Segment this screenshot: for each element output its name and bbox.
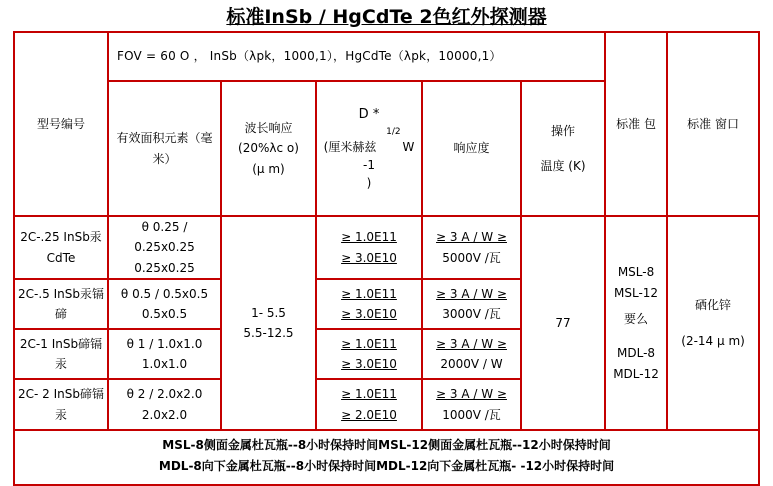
resp-value-2: 2000V / W <box>440 357 503 372</box>
header-wavelength <box>221 81 316 216</box>
dstar-close: ) <box>366 176 372 191</box>
window-range: (2-14 μ m) <box>681 334 745 349</box>
fov-row: FOV = 60 O ， InSb（λpk，1000,1），HgCdTe（λpk，10000,1） <box>108 32 605 81</box>
dstar-neg1: -1 <box>363 158 375 173</box>
footer-line-1: MSL-8侧面金属杜瓦瓶--8小时保持时间MSL-12侧面金属杜瓦瓶--12小时保持时间 <box>162 438 611 453</box>
page-title: 标准InSb / HgCdTe 2色红外探测器 <box>226 6 547 28</box>
row-dstar <box>316 329 422 379</box>
wavelength-line-1: 波长响应 <box>244 120 293 135</box>
row-model: 2C-1 InSb碲镉汞 <box>14 329 108 379</box>
header-op-temp <box>521 81 605 216</box>
dstar-w: W <box>402 140 415 155</box>
row-model: 2C-.25 InSb汞CdTe <box>14 216 108 279</box>
dstar-value-1: ≥ 1.0E11 <box>341 286 397 301</box>
op-temp-value: 77 <box>521 216 605 430</box>
resp-value-2: 1000V /瓦 <box>442 407 501 422</box>
area-line-1: θ 0.5 / 0.5x0.5 <box>120 286 209 301</box>
header-responsivity: 响应度 <box>422 81 521 216</box>
header-dstar <box>316 81 422 216</box>
window-material: 硒化锌 <box>695 297 732 312</box>
dstar-value-2: ≥ 2.0E10 <box>341 407 397 422</box>
resp-value-2: 3000V /瓦 <box>442 307 501 322</box>
window-value <box>667 216 759 430</box>
row-area <box>108 379 221 430</box>
dstar-value-1: ≥ 1.0E11 <box>341 230 397 245</box>
area-line-1: θ 2 / 2.0x2.0 <box>126 387 203 402</box>
dstar-units: (厘米赫兹 <box>323 140 377 155</box>
footer-line-2: MDL-8向下金属杜瓦瓶--8小时保持时间MDL-12向下金属杜瓦瓶- -12小时保持时间 <box>158 458 615 473</box>
op-temp-line-2: 温度 (K) <box>540 158 586 173</box>
area-line-2: 0.5x0.5 <box>141 307 188 322</box>
package-msl8: MSL-8 <box>617 265 655 280</box>
row-responsivity <box>422 216 521 279</box>
row-dstar <box>316 216 422 279</box>
header-model: 型号编号 <box>14 32 108 216</box>
dstar-value-2: ≥ 3.0E10 <box>341 250 397 265</box>
detector-spec-table <box>13 31 760 486</box>
row-area <box>108 329 221 379</box>
wavelength-line-3: (μ m) <box>252 161 285 176</box>
area-line-1: θ 1 / 1.0x1.0 <box>126 336 203 351</box>
wavelength-value-2: 5.5-12.5 <box>243 326 294 341</box>
resp-value-1: ≥ 3 A / W ≥ <box>436 336 507 351</box>
area-line-2: 0.25x0.25 <box>134 260 195 275</box>
row-model: 2C-.5 InSb汞镉碲 <box>14 279 108 329</box>
row-responsivity <box>422 279 521 329</box>
wavelength-value-1: 1- 5.5 <box>251 305 286 320</box>
row-responsivity <box>422 329 521 379</box>
dstar-value-1: ≥ 1.0E11 <box>341 387 397 402</box>
dstar-value-2: ≥ 3.0E10 <box>341 307 397 322</box>
row-model: 2C- 2 InSb碲镉汞 <box>14 379 108 430</box>
package-values <box>605 216 667 430</box>
package-or: 要么 <box>624 311 649 326</box>
row-area <box>108 216 221 279</box>
wavelength-line-2: (20%λc o) <box>238 141 299 156</box>
footer-notes <box>14 430 759 485</box>
row-dstar <box>316 379 422 430</box>
area-line-2: 2.0x2.0 <box>141 407 188 422</box>
resp-value-1: ≥ 3 A / W ≥ <box>436 286 507 301</box>
row-dstar <box>316 279 422 329</box>
resp-value-1: ≥ 3 A / W ≥ <box>436 387 507 402</box>
row-area <box>108 279 221 329</box>
wavelength-value <box>221 216 316 430</box>
header-window: 标准 窗口 <box>667 32 759 216</box>
dstar-value-1: ≥ 1.0E11 <box>341 336 397 351</box>
area-line-1: θ 0.25 / 0.25x0.25 <box>134 220 195 255</box>
package-mdl12: MDL-12 <box>613 366 659 381</box>
dstar-label: D * <box>358 106 380 122</box>
resp-value-2: 5000V /瓦 <box>442 250 501 265</box>
header-package: 标准 包 <box>605 32 667 216</box>
op-temp-line-1: 操作 <box>551 124 576 139</box>
dstar-value-2: ≥ 3.0E10 <box>341 357 397 372</box>
package-msl12: MSL-12 <box>614 285 659 300</box>
header-area: 有效面积元素（毫米） <box>108 81 221 216</box>
dstar-sup: 1/2 <box>386 127 401 138</box>
row-responsivity <box>422 379 521 430</box>
resp-value-1: ≥ 3 A / W ≥ <box>436 230 507 245</box>
area-line-2: 1.0x1.0 <box>141 357 188 372</box>
package-mdl8: MDL-8 <box>617 346 656 361</box>
